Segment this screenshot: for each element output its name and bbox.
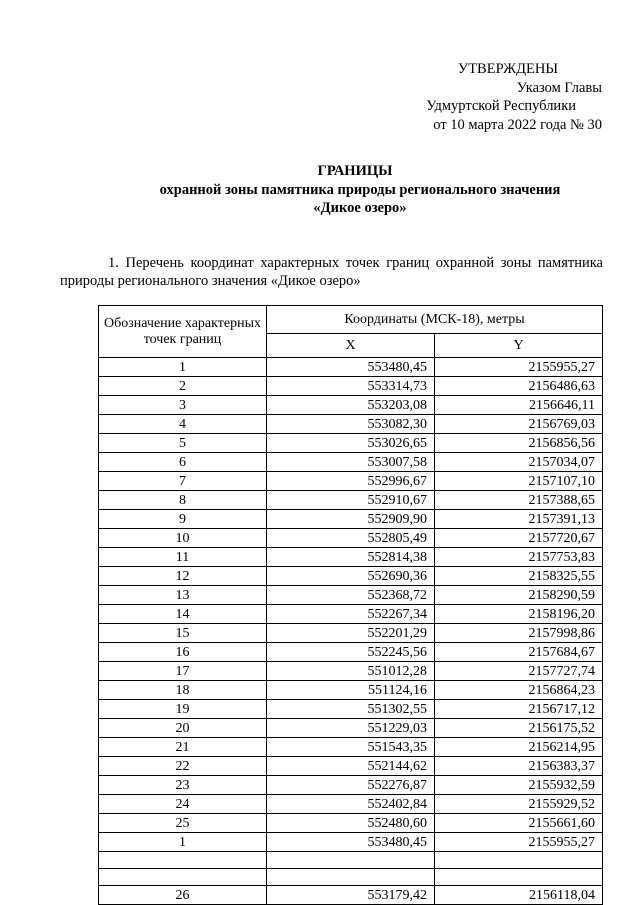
table-row bbox=[99, 358, 603, 377]
cell-x: 551229,03 bbox=[267, 719, 435, 738]
table-row bbox=[99, 681, 603, 700]
table-row bbox=[99, 377, 603, 396]
cell-y: 2155661,60 bbox=[435, 814, 603, 833]
cell-y: 2155955,27 bbox=[435, 358, 603, 377]
cell-x: 551543,35 bbox=[267, 738, 435, 757]
cell-x: 553480,45 bbox=[267, 358, 435, 377]
cell-y: 2157727,74 bbox=[435, 662, 603, 681]
approval-line-2: Удмуртской Республики bbox=[426, 98, 576, 114]
cell-y: 2155955,27 bbox=[435, 833, 603, 852]
table-row bbox=[99, 434, 603, 453]
cell-point: 20 bbox=[99, 719, 267, 738]
cell-x: 551012,28 bbox=[267, 662, 435, 681]
table-row bbox=[99, 643, 603, 662]
cell-y: 2156383,37 bbox=[435, 757, 603, 776]
cell-y: 2158325,55 bbox=[435, 567, 603, 586]
cell-x: 552910,67 bbox=[267, 491, 435, 510]
cell-x: 552814,38 bbox=[267, 548, 435, 567]
cell-point: 1 bbox=[99, 358, 267, 377]
cell-y: 2157720,67 bbox=[435, 529, 603, 548]
cell-y: 2158196,20 bbox=[435, 605, 603, 624]
table-row bbox=[99, 719, 603, 738]
intro-paragraph bbox=[60, 254, 603, 290]
table-row bbox=[99, 886, 603, 905]
cell-y: 2157753,83 bbox=[435, 548, 603, 567]
cell-x: 553203,08 bbox=[267, 396, 435, 415]
table-row bbox=[99, 396, 603, 415]
cell-y: 2157034,07 bbox=[435, 453, 603, 472]
table-body bbox=[99, 358, 603, 905]
table-row bbox=[99, 776, 603, 795]
cell-point: 21 bbox=[99, 738, 267, 757]
cell-point: 5 bbox=[99, 434, 267, 453]
cell-point: 11 bbox=[99, 548, 267, 567]
cell-point: 26 bbox=[99, 886, 267, 905]
table-row bbox=[99, 472, 603, 491]
table-row bbox=[99, 700, 603, 719]
table-row bbox=[99, 491, 603, 510]
cell-x: 553007,58 bbox=[267, 453, 435, 472]
cell-x: 552368,72 bbox=[267, 586, 435, 605]
cell-y: 2155929,52 bbox=[435, 795, 603, 814]
cell-y: 2157998,86 bbox=[435, 624, 603, 643]
cell-point: 10 bbox=[99, 529, 267, 548]
table-row bbox=[99, 605, 603, 624]
table-row bbox=[99, 624, 603, 643]
cell-empty bbox=[99, 869, 267, 886]
cell-empty bbox=[267, 852, 435, 869]
table-row bbox=[99, 795, 603, 814]
cell-y: 2156646,11 bbox=[435, 396, 603, 415]
cell-point: 3 bbox=[99, 396, 267, 415]
header-coordinates: Координаты (МСК-18), метры bbox=[267, 306, 603, 334]
cell-empty bbox=[267, 869, 435, 886]
approval-heading: УТВЕРЖДЕНЫ bbox=[457, 61, 558, 77]
header-point-designation: Обозначение характерных точек границ bbox=[99, 306, 267, 358]
cell-x: 552402,84 bbox=[267, 795, 435, 814]
cell-x: 553082,30 bbox=[267, 415, 435, 434]
cell-empty bbox=[99, 852, 267, 869]
table-row bbox=[99, 757, 603, 776]
cell-x: 552996,67 bbox=[267, 472, 435, 491]
cell-point: 7 bbox=[99, 472, 267, 491]
cell-point: 14 bbox=[99, 605, 267, 624]
document-title bbox=[0, 162, 640, 218]
title-line-2: охранной зоны памятника природы регионального значения bbox=[159, 181, 561, 198]
cell-point: 25 bbox=[99, 814, 267, 833]
cell-x: 553026,65 bbox=[267, 434, 435, 453]
cell-x: 553314,73 bbox=[267, 377, 435, 396]
cell-point: 15 bbox=[99, 624, 267, 643]
cell-point: 23 bbox=[99, 776, 267, 795]
cell-point: 13 bbox=[99, 586, 267, 605]
cell-point: 24 bbox=[99, 795, 267, 814]
cell-point: 22 bbox=[99, 757, 267, 776]
cell-point: 17 bbox=[99, 662, 267, 681]
cell-x: 553480,45 bbox=[267, 833, 435, 852]
table-row bbox=[99, 738, 603, 757]
table-row bbox=[99, 833, 603, 852]
table-row-blank bbox=[99, 869, 603, 886]
cell-x: 553179,42 bbox=[267, 886, 435, 905]
header-y: Y bbox=[435, 334, 603, 358]
coordinates-table bbox=[98, 305, 603, 905]
table-row bbox=[99, 510, 603, 529]
cell-y: 2157107,10 bbox=[435, 472, 603, 491]
cell-y: 2156214,95 bbox=[435, 738, 603, 757]
cell-y: 2156486,63 bbox=[435, 377, 603, 396]
cell-x: 551124,16 bbox=[267, 681, 435, 700]
cell-y: 2156769,03 bbox=[435, 415, 603, 434]
table-row-blank bbox=[99, 852, 603, 869]
cell-y: 2156118,04 bbox=[435, 886, 603, 905]
cell-x: 552276,87 bbox=[267, 776, 435, 795]
cell-point: 1 bbox=[99, 833, 267, 852]
cell-point: 16 bbox=[99, 643, 267, 662]
cell-point: 2 bbox=[99, 377, 267, 396]
cell-empty bbox=[435, 869, 603, 886]
cell-point: 18 bbox=[99, 681, 267, 700]
table-row bbox=[99, 415, 603, 434]
table-row bbox=[99, 567, 603, 586]
cell-x: 551302,55 bbox=[267, 700, 435, 719]
cell-x: 552909,90 bbox=[267, 510, 435, 529]
cell-x: 552480,60 bbox=[267, 814, 435, 833]
cell-y: 2156856,56 bbox=[435, 434, 603, 453]
table-row bbox=[99, 453, 603, 472]
header-x: X bbox=[267, 334, 435, 358]
approval-line-3: от 10 марта 2022 года № 30 bbox=[433, 116, 602, 133]
cell-x: 552245,56 bbox=[267, 643, 435, 662]
cell-empty bbox=[435, 852, 603, 869]
cell-y: 2156175,52 bbox=[435, 719, 603, 738]
cell-point: 9 bbox=[99, 510, 267, 529]
cell-point: 8 bbox=[99, 491, 267, 510]
approval-block bbox=[426, 60, 602, 134]
cell-x: 552201,29 bbox=[267, 624, 435, 643]
intro-text: 1. Перечень координат характерных точек границ охранной зоны памятника природы регионального значения «Дикое озеро» bbox=[60, 255, 603, 289]
cell-x: 552144,62 bbox=[267, 757, 435, 776]
table-row bbox=[99, 548, 603, 567]
cell-y: 2157391,13 bbox=[435, 510, 603, 529]
cell-y: 2157388,65 bbox=[435, 491, 603, 510]
cell-x: 552805,49 bbox=[267, 529, 435, 548]
cell-y: 2157684,67 bbox=[435, 643, 603, 662]
approval-line-1: Указом Главы bbox=[516, 79, 602, 96]
cell-y: 2156864,23 bbox=[435, 681, 603, 700]
table-row bbox=[99, 662, 603, 681]
cell-y: 2158290,59 bbox=[435, 586, 603, 605]
cell-point: 12 bbox=[99, 567, 267, 586]
cell-y: 2155932,59 bbox=[435, 776, 603, 795]
table-row bbox=[99, 814, 603, 833]
cell-x: 552690,36 bbox=[267, 567, 435, 586]
title-line-3: «Дикое озеро» bbox=[313, 200, 407, 216]
table-row bbox=[99, 529, 603, 548]
title-line-1: ГРАНИЦЫ bbox=[317, 163, 393, 179]
cell-point: 19 bbox=[99, 700, 267, 719]
cell-y: 2156717,12 bbox=[435, 700, 603, 719]
cell-x: 552267,34 bbox=[267, 605, 435, 624]
cell-point: 6 bbox=[99, 453, 267, 472]
table-row bbox=[99, 586, 603, 605]
cell-point: 4 bbox=[99, 415, 267, 434]
